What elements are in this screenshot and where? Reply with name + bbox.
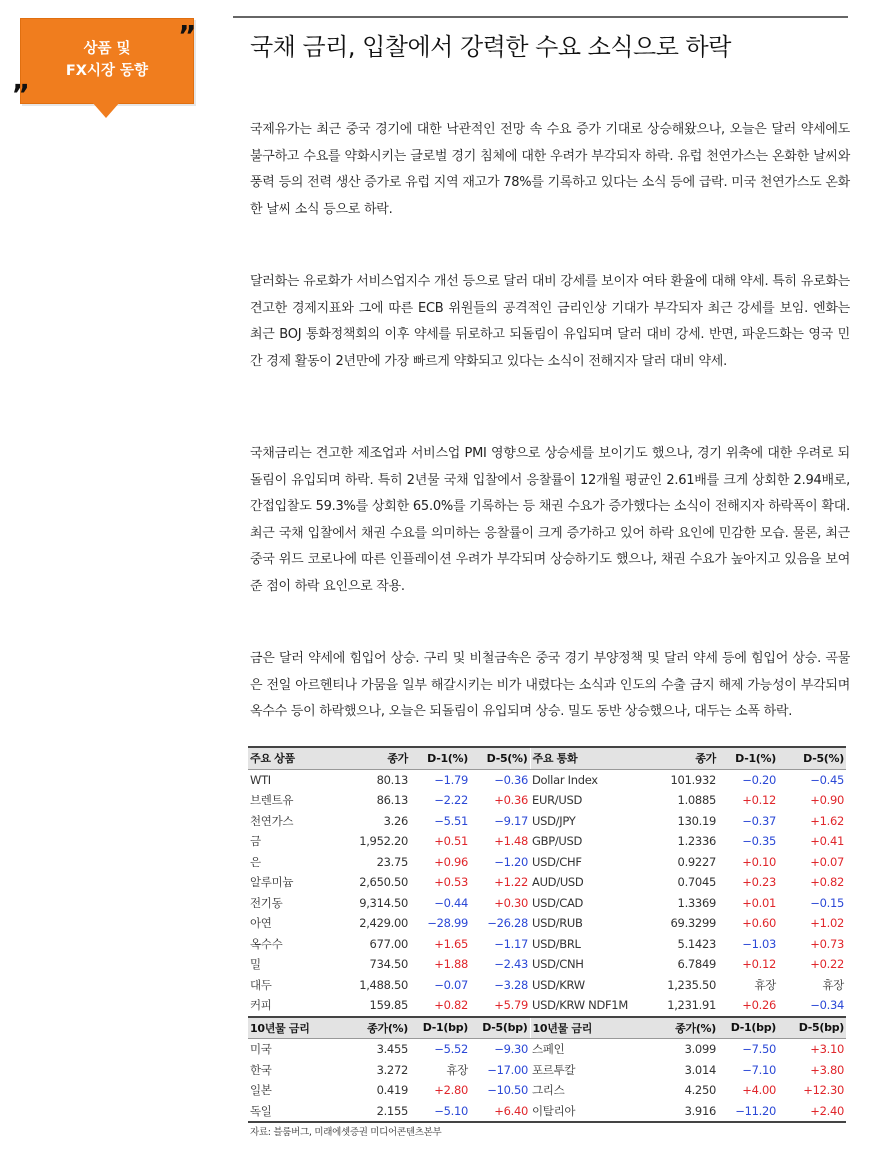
table-cell: 3.455: [376, 1042, 408, 1057]
header-cell: D-5(bp): [778, 1017, 846, 1039]
table-row: [248, 954, 846, 975]
table-cell: +0.07: [810, 854, 844, 869]
table-cell: 4.250: [684, 1083, 716, 1098]
table-cell: +0.30: [494, 895, 528, 910]
table-cell: 159.85: [369, 998, 408, 1013]
title-rule: [233, 16, 848, 18]
table-cell: −1.17: [494, 936, 528, 951]
table-cell: −5.52: [434, 1042, 468, 1057]
table-cell: +0.73: [810, 936, 844, 951]
table-cell: +2.80: [434, 1083, 468, 1098]
table-cell: +1.22: [494, 875, 528, 890]
table-cell: 커피: [250, 998, 272, 1013]
source-note: 자료: 블룸버그, 미래에셋증권 미디어콘텐츠본부: [250, 1127, 442, 1138]
table-row: [248, 893, 846, 914]
table-cell: 2,650.50: [359, 875, 408, 890]
table-cell: USD/CNH: [532, 957, 584, 972]
table-cell: 브렌트유: [250, 793, 294, 808]
table-cell: +1.48: [494, 834, 528, 849]
table-cell: 대두: [250, 977, 272, 992]
table-row: [248, 769, 846, 790]
table-cell: GBP/USD: [532, 834, 583, 849]
table-cell: 1.2336: [677, 834, 716, 849]
table-cell: −17.00: [487, 1062, 528, 1077]
table-row: [248, 811, 846, 832]
table-cell: 밀: [250, 957, 261, 972]
table-cell: −0.15: [810, 895, 844, 910]
table-cell: 0.419: [376, 1083, 408, 1098]
table-row: [248, 1080, 846, 1101]
table-cell: 휴장: [446, 1062, 468, 1077]
table-cell: +0.10: [742, 854, 776, 869]
table-header-row: [248, 747, 846, 769]
table-cell: +0.01: [742, 895, 776, 910]
table-cell: 0.9227: [677, 854, 716, 869]
table-cell: +0.26: [742, 998, 776, 1013]
table-cell: USD/CHF: [532, 854, 582, 869]
table-cell: 1.3369: [677, 895, 716, 910]
table-cell: +0.96: [434, 854, 468, 869]
table-cell: 아연: [250, 916, 272, 931]
paragraph-oil: 국제유가는 최근 중국 경기에 대한 낙관적인 전망 속 수요 증가 기대로 상승해왔으나, 오늘은 달러 약세에도 불구하고 수요를 약화시키는 글로벌 경기 침체에 대한 우려가 부각되자 하락. 유럽 천연가스는 온화한 날씨와 풍력 등의 전력 생산 증가로 유럽 지역 재고가 78%를 기록하고 있다는 소식 등에 급락. 미국 천연가스도 온화한 날씨 소식 등으로 하락.: [250, 122, 850, 217]
header-cell: D-5(bp): [470, 1017, 530, 1039]
table-cell: −0.20: [742, 772, 776, 787]
table-row: [248, 995, 846, 1017]
badge-line-2: FX시장 동향: [65, 63, 149, 79]
bond-header-row: [248, 1017, 846, 1039]
table-cell: −9.17: [494, 813, 528, 828]
table-cell: −1.79: [434, 772, 468, 787]
table-cell: 1,231.91: [667, 998, 716, 1013]
page-title: 국채 금리, 입찰에서 강력한 수요 소식으로 하락: [250, 33, 731, 61]
table-cell: 734.50: [369, 957, 408, 972]
section-badge: [12, 16, 197, 126]
header-cell: D-1(%): [718, 747, 778, 769]
table-cell: 6.7849: [677, 957, 716, 972]
table-cell: 23.75: [376, 854, 408, 869]
header-cell: D-1(bp): [718, 1017, 778, 1039]
table-cell: +0.41: [810, 834, 844, 849]
table-cell: 그리스: [532, 1083, 565, 1098]
table-cell: +0.23: [742, 875, 776, 890]
table-cell: 130.19: [677, 813, 716, 828]
table-cell: 86.13: [376, 793, 408, 808]
table-row: [248, 913, 846, 934]
header-cell: 종가(%): [312, 1017, 410, 1039]
table-row: [248, 1101, 846, 1123]
table-cell: +0.36: [494, 793, 528, 808]
table-cell: −0.44: [434, 895, 468, 910]
table-cell: 휴장: [822, 977, 844, 992]
table-cell: 1,488.50: [359, 977, 408, 992]
badge-tail: [92, 102, 120, 118]
table-cell: 금: [250, 834, 261, 849]
table-cell: +5.79: [494, 998, 528, 1013]
table-cell: 69.3299: [670, 916, 716, 931]
table-cell: 2.155: [312, 1101, 410, 1123]
header-cell: 종가(%): [640, 1017, 718, 1039]
table-cell: +0.90: [810, 793, 844, 808]
table-row: [248, 831, 846, 852]
table-cell: −0.35: [742, 834, 776, 849]
table-cell: 9,314.50: [359, 895, 408, 910]
header-cell: D-1(bp): [410, 1017, 470, 1039]
table-cell: −10.50: [487, 1083, 528, 1098]
table-cell: 옥수수: [250, 936, 283, 951]
table-cell: 포르투칼: [532, 1062, 576, 1077]
table-cell: USD/JPY: [532, 813, 576, 828]
table-cell: −0.34: [810, 998, 844, 1013]
table-cell: 1,952.20: [359, 834, 408, 849]
table-row: [248, 1060, 846, 1081]
table-cell: EUR/USD: [532, 793, 583, 808]
table-cell: +3.80: [810, 1062, 844, 1077]
table-cell: −28.99: [427, 916, 468, 931]
table-cell: 3.272: [376, 1062, 408, 1077]
table-cell: −0.07: [434, 977, 468, 992]
open-quote-icon: „: [12, 63, 31, 96]
table-cell: 80.13: [376, 772, 408, 787]
table-row: [248, 872, 846, 893]
table-cell: +4.00: [742, 1083, 776, 1098]
table-cell: +1.65: [434, 936, 468, 951]
header-cell: D-5(%): [470, 747, 530, 769]
table-cell: 101.932: [670, 772, 716, 787]
table-cell: +0.51: [434, 834, 468, 849]
header-cell: D-1(%): [410, 747, 470, 769]
table-cell: +12.30: [803, 1083, 844, 1098]
table-cell: −9.30: [494, 1042, 528, 1057]
table-row: [248, 790, 846, 811]
table-cell: 독일: [248, 1101, 312, 1123]
table-cell: 3.014: [684, 1062, 716, 1077]
table-cell: 스페인: [532, 1042, 565, 1057]
table-cell: 한국: [250, 1062, 272, 1077]
table-cell: 천연가스: [250, 813, 294, 828]
table-cell: −1.03: [742, 936, 776, 951]
paragraph-bonds: 국채금리는 견고한 제조업과 서비스업 PMI 영향으로 상승세를 보이기도 했으나, 경기 위축에 대한 우려로 되돌림이 유입되며 하락. 특히 2년물 국채 입찰에서 응찰률이 12개월 평균인 2.61배를 크게 상회한 2.94배로, 간접입찰도 59.3%를 상회한 65.0%를 기록하는 등 채권 수요가 증가했다는 소식이 전해지자 하락폭이 확대. 최근 국채 입찰에서 채권 수요를 의미하는 응찰률이 크게 증가하고 있어 하락 요인에 민감한 모습. 물론, 최근 중국 위드 코로나에 따른 인플레이션 우려가 부각되며 상승하기도 했으나, 채권 수요가 높아지고 있음을 보여준 점이 하락 요인으로 작용.: [250, 446, 850, 594]
table-cell: +0.60: [742, 916, 776, 931]
table-cell: 3.916: [640, 1101, 718, 1123]
table-cell: WTI: [250, 772, 271, 787]
table-cell: 3.099: [684, 1042, 716, 1057]
market-table: [248, 746, 846, 1123]
table-cell: 알루미늄: [250, 875, 294, 890]
table-cell: +1.02: [810, 916, 844, 931]
table-row: [248, 852, 846, 873]
table-cell: +2.40: [778, 1101, 846, 1123]
header-cell: 종가: [312, 747, 410, 769]
table-cell: +3.10: [810, 1042, 844, 1057]
table-cell: +0.82: [434, 998, 468, 1013]
header-cell: D-5(%): [778, 747, 846, 769]
table-cell: 미국: [250, 1042, 272, 1057]
table-cell: 3.26: [383, 813, 408, 828]
table-cell: USD/KRW: [532, 977, 585, 992]
close-quote-icon: ”: [178, 19, 197, 52]
table-cell: −7.50: [742, 1042, 776, 1057]
table-cell: −7.10: [742, 1062, 776, 1077]
paragraph-metals: 금은 달러 약세에 힘입어 상승. 구리 및 비철금속은 중국 경기 부양정책 및 달러 약세 등에 힘입어 상승. 곡물은 전일 아르헨티나 가뭄을 일부 해갈시키는 비가 내렸다는 소식과 인도의 수출 금지 해제 가능성이 부각되며 옥수수 등이 하락했으나, 오늘은 되돌림이 유입되며 상승. 밀도 동반 상승했으나, 대두는 소폭 하락.: [250, 651, 850, 719]
table-cell: 휴장: [754, 977, 776, 992]
table-cell: Dollar Index: [532, 772, 598, 787]
table-cell: USD/CAD: [532, 895, 584, 910]
header-cell: 10년물 금리: [530, 1017, 640, 1039]
table-cell: 5.1423: [677, 936, 716, 951]
header-cell: 종가: [640, 747, 718, 769]
table-cell: 677.00: [369, 936, 408, 951]
table-cell: 0.7045: [677, 875, 716, 890]
table-cell: −1.20: [494, 854, 528, 869]
header-cell: 주요 상품: [248, 747, 312, 769]
table-cell: +0.82: [810, 875, 844, 890]
table-cell: 이탈리아: [530, 1101, 640, 1123]
table-cell: +0.12: [742, 793, 776, 808]
table-cell: 1.0885: [677, 793, 716, 808]
table-cell: AUD/USD: [532, 875, 584, 890]
table-cell: −3.28: [494, 977, 528, 992]
table-cell: −5.10: [410, 1101, 470, 1123]
table-cell: −26.28: [487, 916, 528, 931]
table-cell: +0.22: [810, 957, 844, 972]
table-cell: USD/KRW NDF1M: [532, 998, 628, 1013]
table-cell: −0.36: [494, 772, 528, 787]
table-cell: −2.43: [494, 957, 528, 972]
table-row: [248, 1039, 846, 1060]
header-cell: 주요 통화: [530, 747, 640, 769]
table-cell: +1.88: [434, 957, 468, 972]
table-row: [248, 975, 846, 996]
table-cell: −11.20: [718, 1101, 778, 1123]
table-cell: −0.37: [742, 813, 776, 828]
paragraph-fx: 달러화는 유로화가 서비스업지수 개선 등으로 달러 대비 강세를 보이자 여타 환율에 대해 약세. 특히 유로화는 견고한 경제지표와 그에 따른 ECB 위원들의 공격적인 금리인상 기대가 부각되자 최근 강세를 보임. 엔화는 최근 BOJ 통화정책회의 이후 약세를 뒤로하고 되돌림이 유입되며 달러 대비 강세. 반면, 파운드화는 영국 민간 경제 활동이 2년만에 가장 빠르게 약화되고 있다는 소식이 전해지자 달러 대비 약세.: [250, 274, 850, 369]
table-cell: +1.62: [810, 813, 844, 828]
table-cell: 전기동: [250, 895, 283, 910]
table-cell: −0.45: [810, 772, 844, 787]
table-cell: −2.22: [434, 793, 468, 808]
table-cell: 은: [250, 854, 261, 869]
header-cell: 10년물 금리: [248, 1017, 312, 1039]
table-row: [248, 934, 846, 955]
table-cell: −5.51: [434, 813, 468, 828]
table-cell: +6.40: [470, 1101, 530, 1123]
table-cell: +0.53: [434, 875, 468, 890]
badge-box: [20, 18, 197, 104]
table-cell: USD/BRL: [532, 936, 581, 951]
badge-line-1: 상품 및: [83, 41, 131, 57]
table-cell: +0.12: [742, 957, 776, 972]
table-cell: 일본: [250, 1083, 272, 1098]
table-cell: USD/RUB: [532, 916, 583, 931]
table-cell: 1,235.50: [667, 977, 716, 992]
table-cell: 2,429.00: [359, 916, 408, 931]
